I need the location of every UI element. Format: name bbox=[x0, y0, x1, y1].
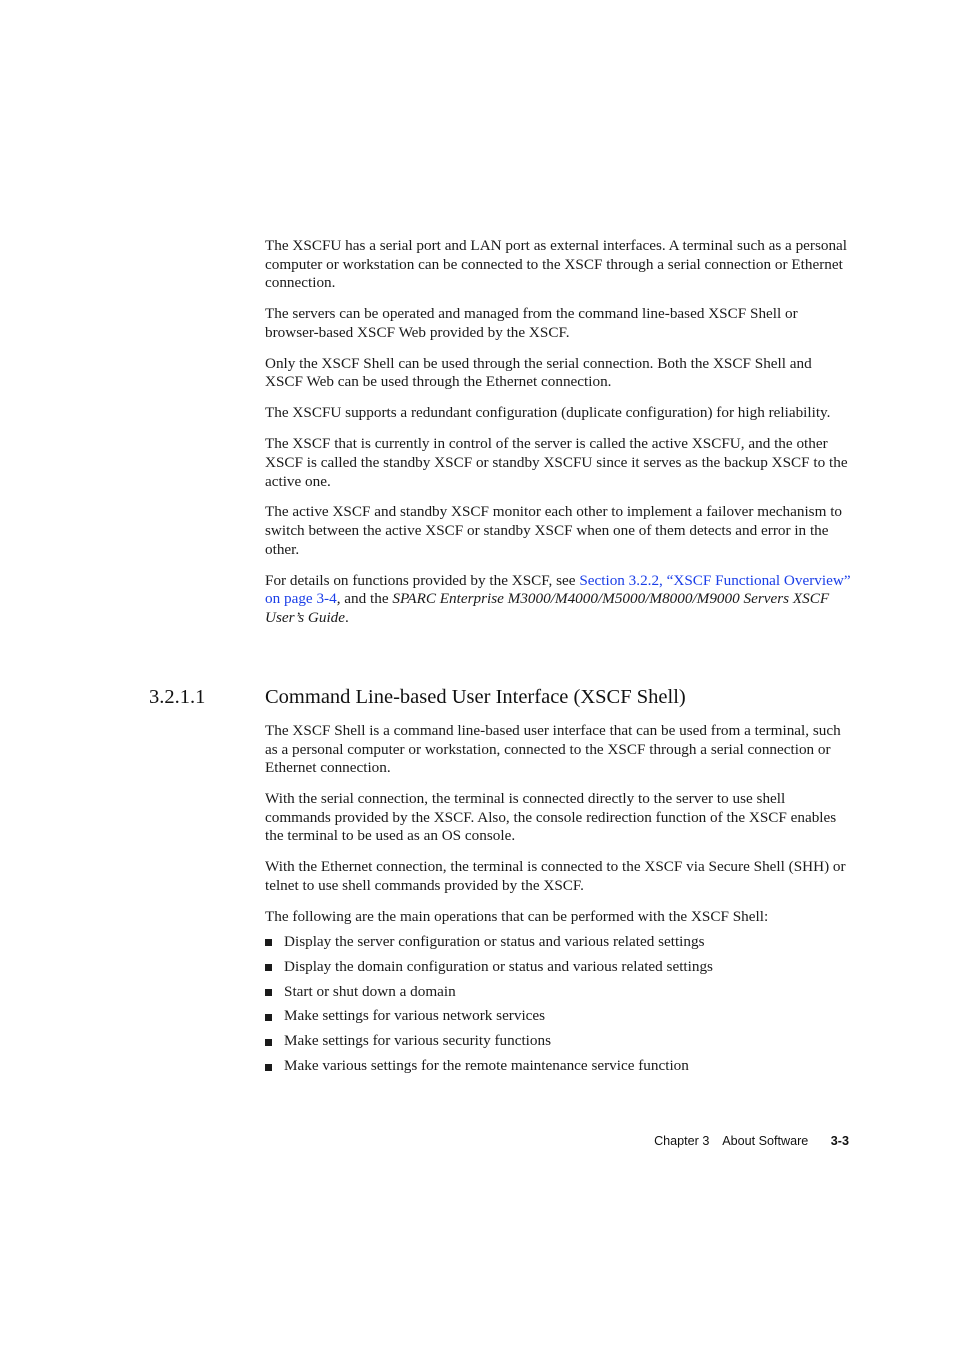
section-paragraph-3: With the Ethernet connection, the terminal is connected to the XSCF via Secure Shell (SHH) or telnet to use shell commands provided by the XSCF. bbox=[265, 858, 846, 894]
intro-paragraph-3: Only the XSCF Shell can be used through the serial connection. Both the XSCF Shell and XSCF Web can be used through the Ethernet connection. bbox=[265, 354, 812, 391]
list-item bbox=[265, 958, 851, 977]
details-prefix: For details on functions provided by the XSCF, see bbox=[265, 571, 580, 589]
page-number: 3-3 bbox=[830, 1134, 849, 1148]
intro-paragraph-2: The servers can be operated and managed from the command line-based XSCF Shell or browser-based XSCF Web provided by the XSCF. bbox=[265, 305, 798, 341]
list-item bbox=[265, 983, 851, 1002]
section-number: 3.2.1.1 bbox=[149, 686, 206, 708]
section-paragraph-4: The following are the main operations that can be performed with the XSCF Shell: bbox=[265, 907, 769, 925]
square-bullet-icon bbox=[265, 964, 272, 971]
details-paragraph bbox=[265, 572, 851, 628]
intro-paragraph-1: The XSCFU has a serial port and LAN port as external interfaces. A terminal such as a personal computer or workstation can be connected to the XSCF through a serial connection or Ethernet connection. bbox=[265, 237, 848, 292]
section-heading bbox=[149, 683, 851, 711]
book-title: SPARC Enterprise M3000/M4000/M5000/M8000/M9000 Servers XSCF User’s Guide bbox=[265, 590, 830, 626]
square-bullet-icon bbox=[265, 939, 272, 946]
footer-chapter: Chapter 3 bbox=[654, 1134, 710, 1148]
page-footer bbox=[654, 1133, 849, 1150]
section-paragraph-1: The XSCF Shell is a command line-based user interface that can be used from a terminal, such as a personal computer or workstation, connected to the XSCF through a serial connection or Ethernet connection. bbox=[265, 722, 841, 777]
cross-reference-link[interactable]: Section 3.2.2, “XSCF Functional Overview” on page 3-4 bbox=[265, 571, 851, 608]
intro-paragraph-5: The XSCF that is currently in control of the server is called the active XSCFU, and the other XSCF is called the standby XSCF or standby XSCFU since it serves as the backup XSCF to the active one. bbox=[265, 435, 848, 490]
footer-topic: About Software bbox=[722, 1134, 809, 1148]
intro-paragraph-4: The XSCFU supports a redundant configuration (duplicate configuration) for high reliability. bbox=[265, 404, 831, 422]
list-item-text: Make settings for various network services bbox=[284, 1007, 546, 1025]
section-body bbox=[265, 722, 851, 1082]
list-item-text: Make settings for various security functions bbox=[284, 1032, 551, 1050]
square-bullet-icon bbox=[265, 989, 272, 996]
square-bullet-icon bbox=[265, 1064, 272, 1071]
list-item-text: Display the domain configuration or status and various related settings bbox=[284, 957, 713, 975]
square-bullet-icon bbox=[265, 1014, 272, 1021]
list-item bbox=[265, 1007, 851, 1026]
section-title: Command Line-based User Interface (XSCF Shell) bbox=[265, 686, 686, 708]
list-item-text: Make various settings for the remote maintenance service function bbox=[284, 1057, 689, 1075]
intro-section bbox=[265, 237, 851, 640]
list-item bbox=[265, 1057, 851, 1076]
square-bullet-icon bbox=[265, 1039, 272, 1046]
details-middle: , and the bbox=[336, 590, 393, 608]
list-item bbox=[265, 1032, 851, 1051]
list-item-text: Display the server configuration or status and various related settings bbox=[284, 932, 705, 950]
operations-list bbox=[265, 933, 851, 1076]
intro-paragraph-6: The active XSCF and standby XSCF monitor each other to implement a failover mechanism to switch between the active XSCF or standby XSCF when one of them detects and error in the other. bbox=[265, 503, 843, 558]
list-item bbox=[265, 933, 851, 952]
list-item-text: Start or shut down a domain bbox=[284, 982, 456, 1000]
section-paragraph-2: With the serial connection, the terminal is connected directly to the server to use shell commands provided by the XSCF. Also, the console redirection function of the XSCF enables the terminal to be used as an OS console. bbox=[265, 790, 837, 845]
details-suffix: . bbox=[345, 608, 349, 626]
